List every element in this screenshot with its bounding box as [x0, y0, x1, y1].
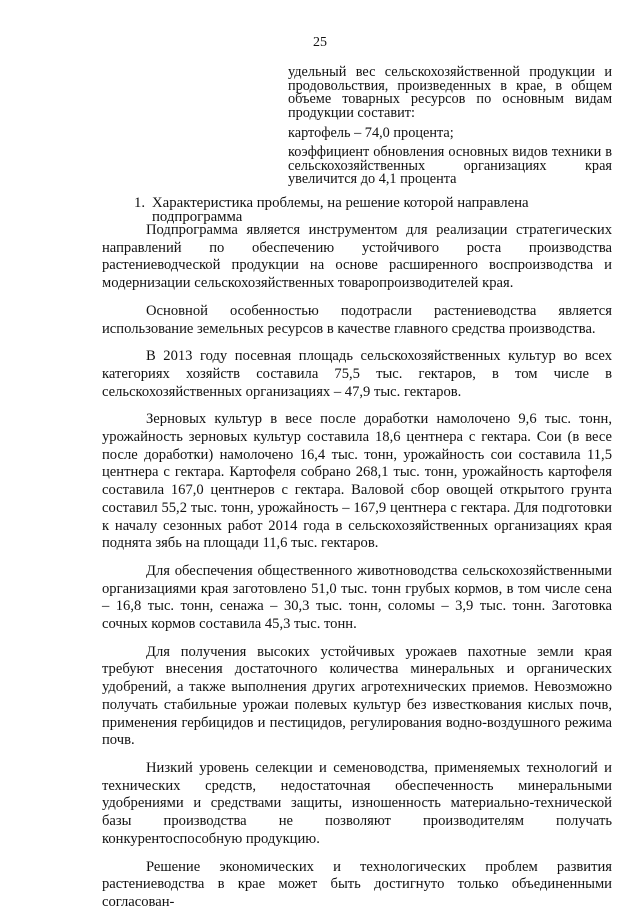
indicator-share-text: удельный вес сельскохозяйственной продукции и продовольствия, произведенных в крае, в общем объеме товарных ресурсов по основным видам продукции составит: [288, 64, 612, 121]
paragraph: Для получения высоких устойчивых урожаев пахотные земли края требуют внесения достаточного количества минеральных и органических удобрений, а также выполнения других агротехнических приемов. Невозможно получать стабильные урожаи полевых культур без известкования кислых почв, применения гербицидов и пестицидов, регулирования водно-воздушного режима почв. [102, 643, 612, 749]
indicator-equipment [288, 146, 612, 187]
indicator-potato-text: картофель – 74,0 процента; [288, 125, 454, 141]
paragraph: В 2013 году посевная площадь сельскохозяйственных культур во всех категориях хозяйств составила 75,5 тыс. гектаров, в том числе в сельскохозяйственных организациях – 47,9 тыс. гектаров. [102, 348, 612, 400]
paragraph: Для обеспечения общественного животноводства сельскохозяйственными организациями края заготовлено 51,0 тыс. тонн грубых кормов, в том числе сена – 16,8 тыс. тонн, сенажа – 30,3 тыс. тонн, соломы – 3,9 тыс. тонн. Заготовка сочных кормов составила 45,3 тыс. тонн. [102, 562, 612, 633]
body-text [102, 222, 612, 912]
indicator-share [288, 66, 612, 120]
indicator-potato [288, 127, 612, 141]
paragraph: Основной особенностью подотрасли растениеводства является использование земельных ресурсов в качестве главного средства производства. [102, 302, 612, 337]
section-title: Характеристика проблемы, на решение которой направлена подпрограмма [152, 195, 529, 225]
indicator-equipment-text: коэффициент обновления основных видов техники в сельскохозяйственных организациях края увеличится до 4,1 процента [288, 144, 612, 187]
page-number: 25 [313, 35, 327, 50]
section-number: 1. [134, 195, 146, 211]
paragraph: Низкий уровень селекции и семеноводства, применяемых технологий и технических средств, недостаточная обеспеченность минеральными удобрениями и средствами защиты, изношенность материально-технической базы производства не позволяют производителям получать конкурентоспособную продукцию. [102, 759, 612, 847]
paragraph: Зерновых культур в весе после доработки намолочено 9,6 тыс. тонн, урожайность зерновых культур составила 18,6 центнера с гектара. Сои (в весе после доработки) намолочено 16,4 тыс. тонн, урожайность сои составила 11,5 центнера с гектара. Картофеля собрано 268,1 тыс. тонн, урожайность картофеля составила 167,0 центнеров с гектара. Валовой сбор овощей открытого грунта составил 55,2 тыс. тонн, урожайность – 167,9 центнера с гектара. Для подготовки к началу сезонных работ 2014 года в сельскохозяйственных организациях края поднята зябь на площади 11,6 тыс. гектаров. [102, 411, 612, 552]
paragraph: Подпрограмма является инструментом для реализации стратегических направлений по обеспечению устойчивого роста производства растениеводческой продукции на основе расширенного воспроизводства и модернизации сельскохозяйственных товаропроизводителей края. [102, 222, 612, 292]
paragraph: Решение экономических и технологических проблем развития растениеводства в крае может быть достигнуто только объединенными согласован- [102, 858, 612, 910]
